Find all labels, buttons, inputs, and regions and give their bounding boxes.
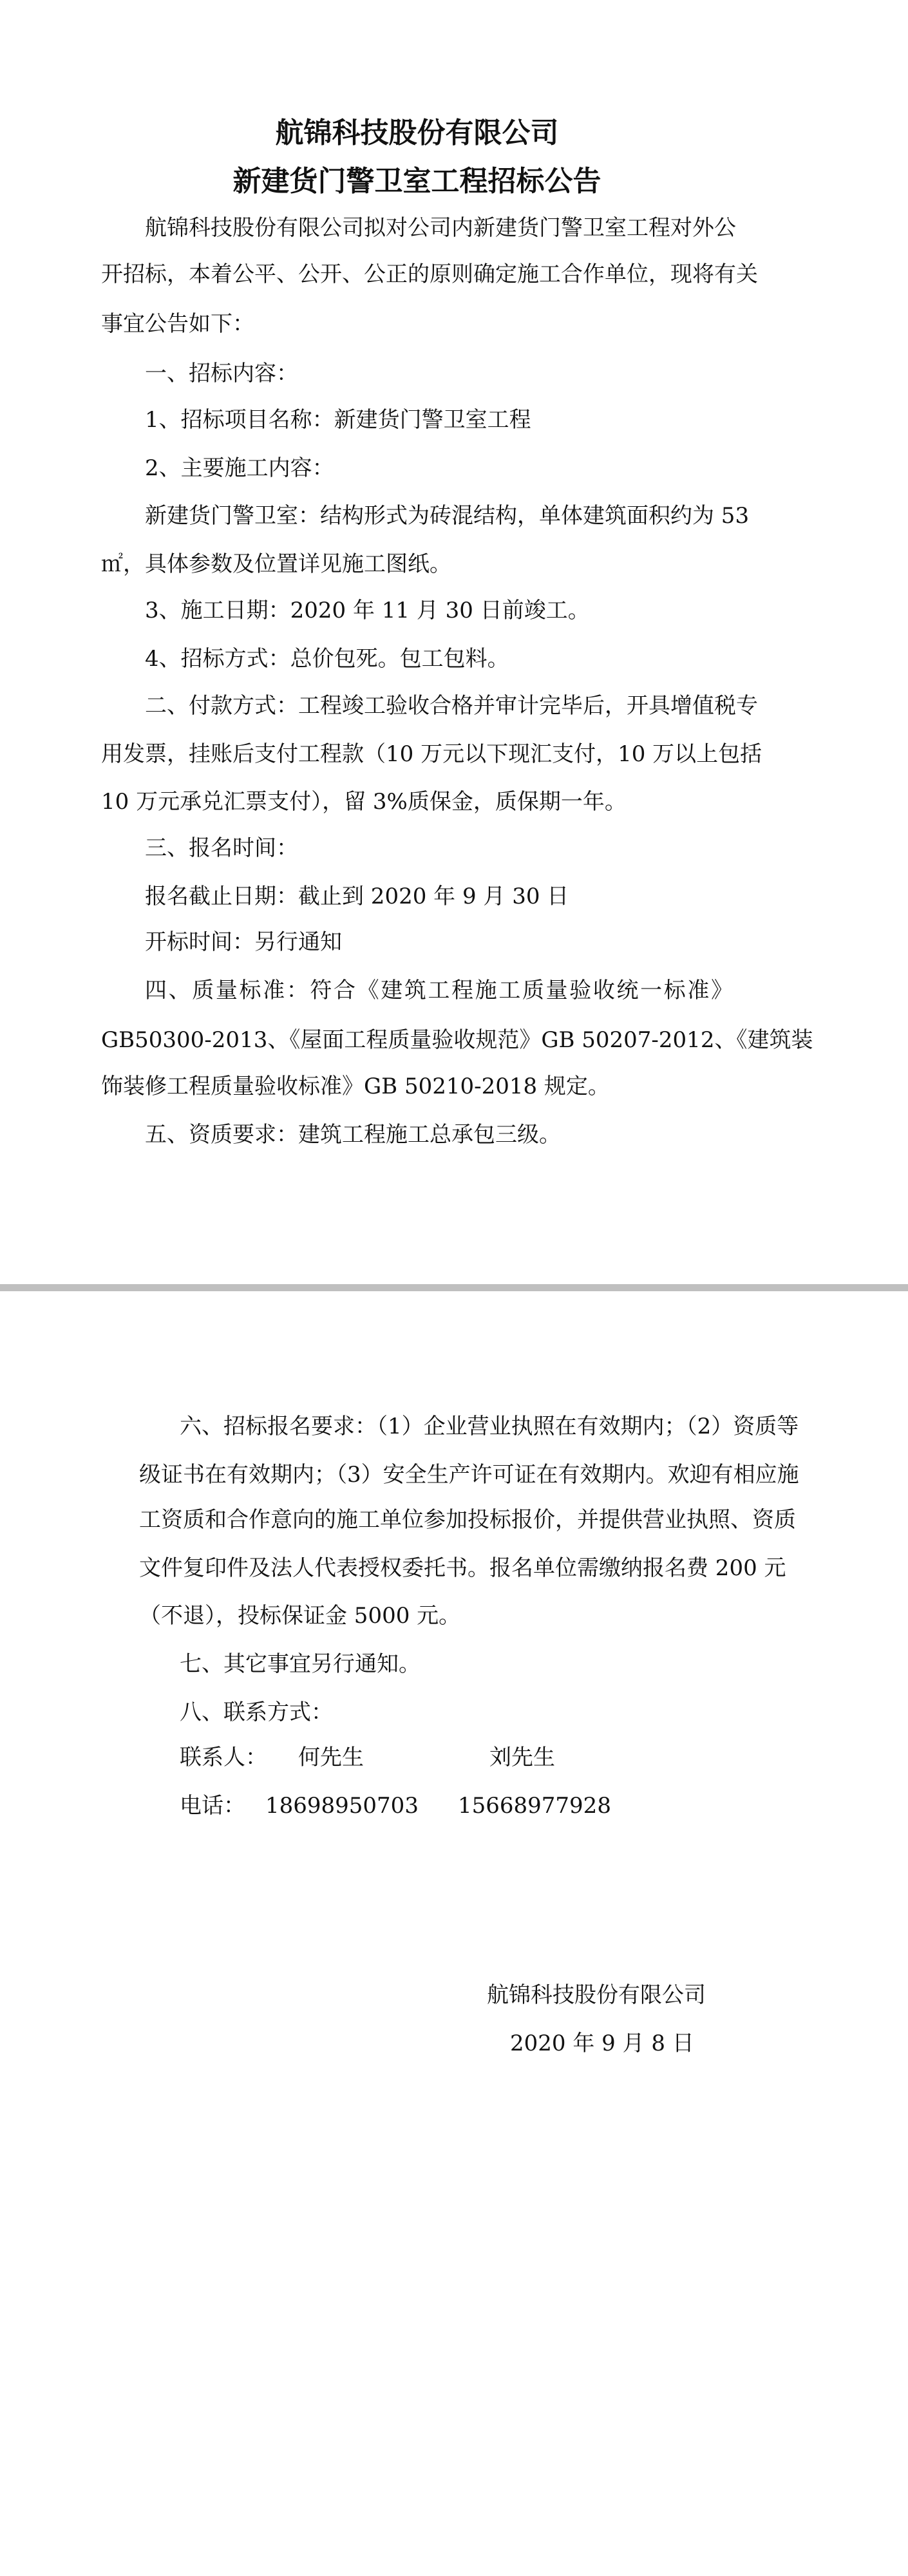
intro-line: 事宜公告如下： [101,311,254,337]
registration-deadline: 报名截止日期：截止到 2020 年 9 月 30 日 [145,884,569,909]
section-3-heading: 三、报名时间： [145,835,298,861]
bid-opening-time: 开标时间：另行通知 [145,929,342,955]
section-5: 五、资质要求：建筑工程施工总承包三级。 [145,1122,561,1148]
section-2-line: 10 万元承兑汇票支付），留 3%质保金，质保期一年。 [101,789,627,815]
contact-label: 联系人： [180,1745,267,1770]
section-4-line: 饰装修工程质量验收标准》GB 50210-2018 规定。 [101,1074,610,1099]
signature-company: 航锦科技股份有限公司 [487,1982,706,2008]
section-4-line: 四、质量标准：符合《建筑工程施工质量验收统一标准》 [145,978,733,1003]
phone-number-1: 18698950703 [265,1793,419,1819]
section-6-line: 工资质和合作意向的施工单位参加投标报价，并提供营业执照、资质 [139,1507,796,1533]
section-1-item-2-detail: 新建货门警卫室：结构形式为砖混结构，单体建筑面积约为 53 [145,503,750,529]
intro-line: 开招标，本着公平、公开、公正的原则确定施工合作单位，现将有关 [101,261,758,287]
section-6-line: 级证书在有效期内；（3）安全生产许可证在有效期内。欢迎有相应施 [139,1462,799,1488]
phone-number-2: 15668977928 [458,1793,611,1819]
notice-title: 新建货门警卫室工程招标公告 [232,165,601,198]
phone-label: 电话： [180,1793,245,1819]
section-1-heading: 一、招标内容： [145,361,298,386]
section-6-line: 六、招标报名要求：（1）企业营业执照在有效期内；（2）资质等 [180,1414,799,1439]
section-6-line: 文件复印件及法人代表授权委托书。报名单位需缴纳报名费 200 元 [139,1555,786,1581]
section-1-item-4: 4、招标方式：总价包死。包工包料。 [145,646,509,672]
contact-name-1: 何先生 [298,1745,364,1770]
section-6-line: （不退），投标保证金 5000 元。 [139,1603,461,1629]
section-4-line: GB50300-2013、《屋面工程质量验收规范》GB 50207-2012、《建筑装 [101,1027,813,1053]
company-title: 航锦科技股份有限公司 [275,117,559,149]
section-2-line: 用发票，挂账后支付工程款（10 万元以下现汇支付，10 万以上包括 [101,741,762,767]
section-8-heading: 八、联系方式： [180,1700,333,1725]
section-1-item-2-detail: ㎡，具体参数及位置详见施工图纸。 [101,551,451,577]
section-7: 七、其它事宜另行通知。 [180,1651,421,1677]
section-1-item-2: 2、主要施工内容： [145,455,334,481]
section-1-item-3: 3、施工日期：2020 年 11 月 30 日前竣工。 [145,598,590,623]
section-2-line: 二、付款方式：工程竣工验收合格并审计完毕后，开具增值税专 [145,693,758,719]
page-separator [0,1284,908,1291]
contact-name-2: 刘先生 [489,1745,555,1770]
intro-line: 航锦科技股份有限公司拟对公司内新建货门警卫室工程对外公 [145,215,736,241]
signature-date: 2020 年 9 月 8 日 [510,2031,694,2056]
section-1-item-1: 1、招标项目名称：新建货门警卫室工程 [145,407,531,433]
